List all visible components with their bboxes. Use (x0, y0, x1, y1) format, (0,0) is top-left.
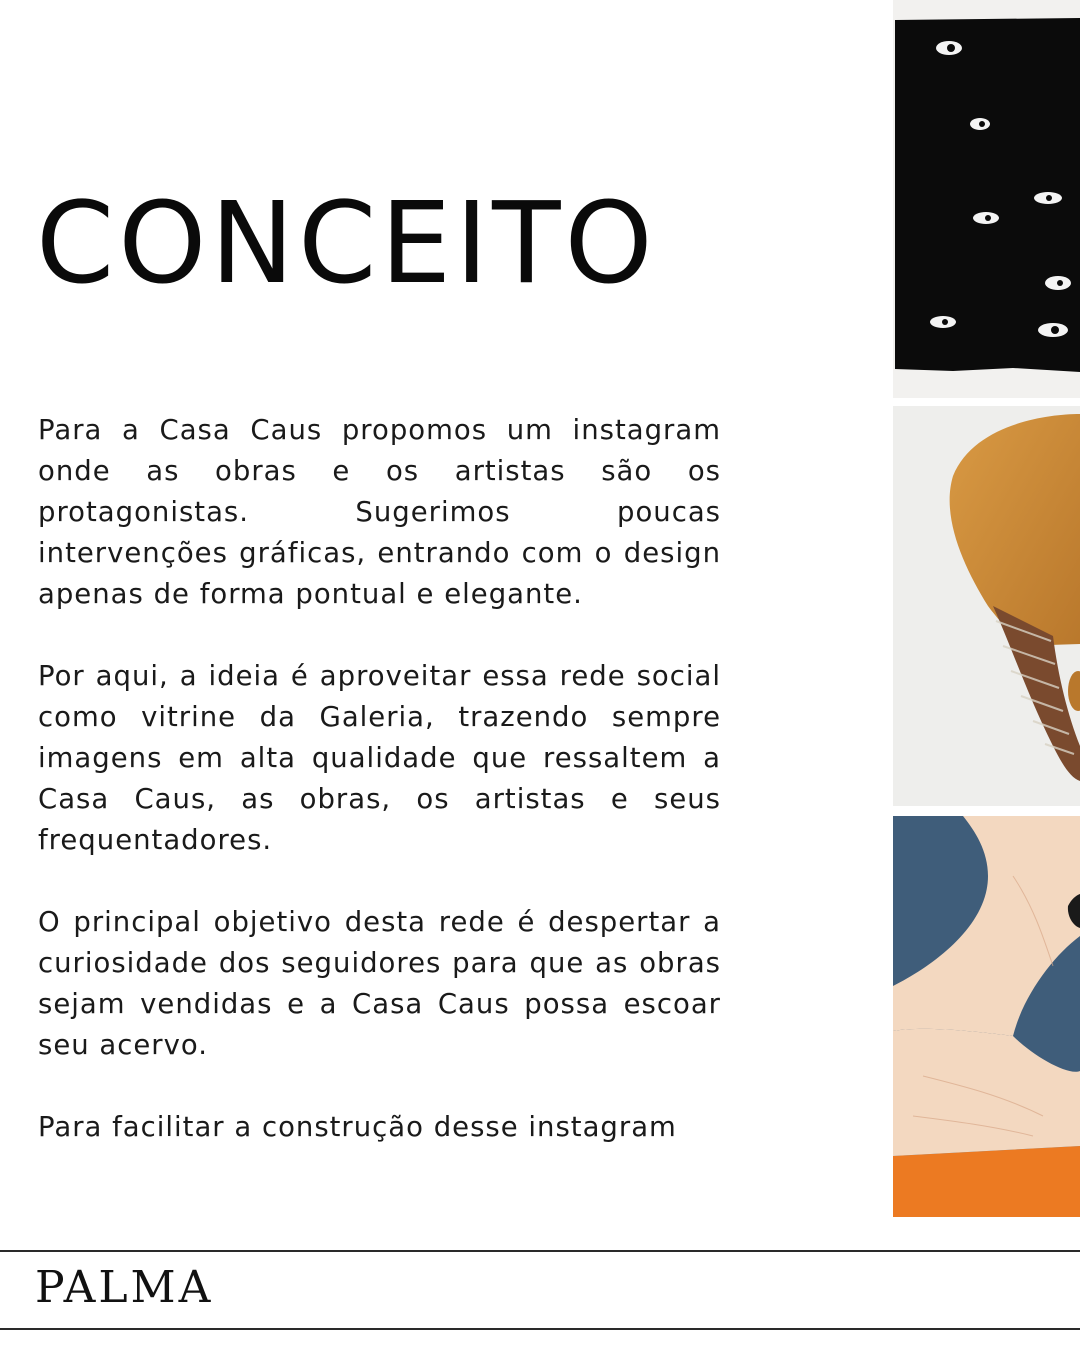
artwork-figure-painting (893, 816, 1080, 1217)
paragraph-2: Por aqui, a ideia é aproveitar essa rede social como vitrine da Galeria, trazendo sempre imagens em alta qualidade que ressaltem a Casa Caus, as obras, os artistas e seus frequentadores. (38, 660, 721, 856)
footer-rule-top (0, 1250, 1080, 1252)
artwork-eyes-painting (893, 0, 1080, 398)
eyes-painting-image (893, 0, 1080, 398)
paragraph-1: Para a Casa Caus propomos um instagram onde as obras e os artistas são os protagonistas. Sugerimos poucas intervenções gráficas, entrando com o design apenas de forma pontual e elegante. (38, 414, 721, 610)
paragraph-3: O principal objetivo desta rede é despertar a curiosidade dos seguidores para que as obras sejam vendidas e a Casa Caus possa escoar seu acervo. (38, 906, 721, 1061)
horn-sculpture-image (893, 406, 1080, 806)
footer-rule-bottom (0, 1328, 1080, 1330)
brand-logo: PALMA (35, 1262, 214, 1313)
page-title: CONCEITO (36, 179, 657, 309)
body-text (38, 410, 721, 1148)
paragraph-4: Para facilitar a construção desse instagram (38, 1111, 677, 1143)
artwork-horn-sculpture (893, 406, 1080, 806)
figure-painting-image (893, 816, 1080, 1217)
